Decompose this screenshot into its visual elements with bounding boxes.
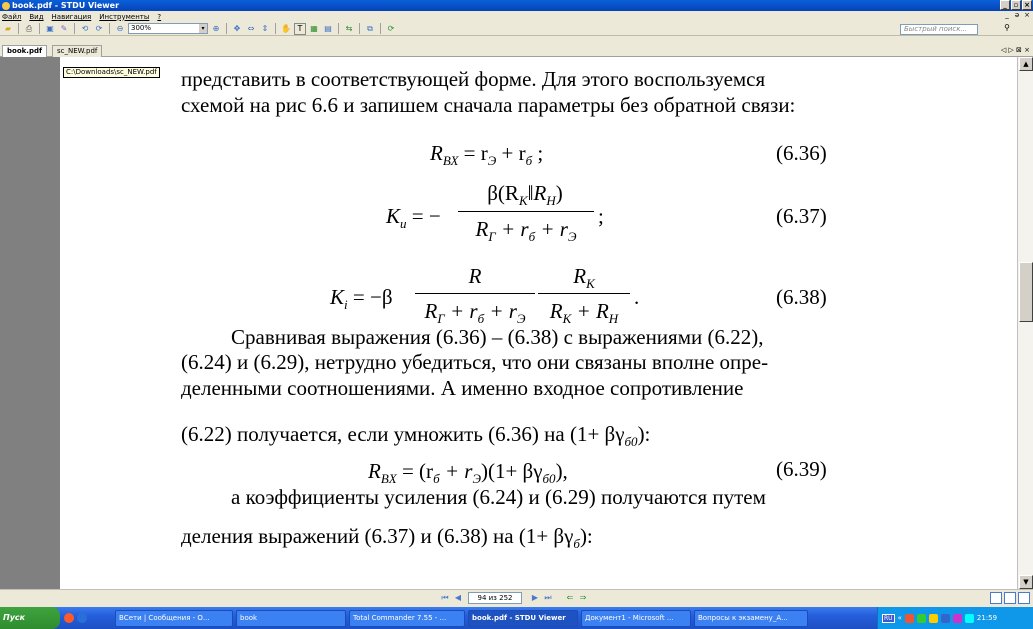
menu-help[interactable]: ? — [157, 12, 162, 21]
tab-bar — [0, 37, 1033, 57]
document-viewport[interactable] — [0, 57, 1017, 589]
toolbar-separator — [109, 23, 110, 34]
equation-6-37-denominator: $R_Г + r_б + r_Э$ — [475, 217, 577, 245]
fraction-numerator: R — [468, 264, 482, 288]
fit-height-icon[interactable]: ⇕ — [261, 23, 269, 33]
hand-tool-icon[interactable]: ✋ — [281, 23, 291, 33]
scroll-thumb[interactable] — [1019, 262, 1033, 322]
toolbar-separator — [18, 23, 19, 34]
taskbar-item-active[interactable]: book.pdf - STDU Viewer — [468, 610, 578, 627]
zoom-in-icon[interactable]: ⊕ — [212, 23, 220, 33]
snapshot-icon[interactable]: ▦ — [310, 23, 318, 33]
period: . — [634, 285, 640, 309]
fraction-line — [538, 293, 630, 294]
equation-6-39: $R_{BX} = (r_б + r_Э)(1+ \beta\gamma_{б0})$, — [368, 459, 568, 487]
toolbar-separator — [338, 23, 339, 34]
zoom-select[interactable] — [128, 23, 208, 34]
rotate-right-icon[interactable]: ⟳ — [95, 23, 103, 33]
text-line: схемой на рис 6.6 и запишем сначала параметры без обратной связи: — [181, 93, 796, 117]
tray-icon[interactable] — [929, 614, 938, 623]
menu-bar — [0, 11, 1033, 22]
export-icon[interactable]: ▣ — [46, 23, 54, 33]
print-icon[interactable]: ⎙ — [25, 23, 33, 33]
two-pages-icon[interactable] — [1004, 592, 1016, 604]
tray-icon[interactable] — [905, 614, 914, 623]
taskbar-item[interactable]: book — [236, 610, 346, 627]
taskbar-item[interactable]: Документ1 - Microsoft ... — [581, 610, 691, 627]
tray-icon[interactable] — [965, 614, 974, 623]
select-text-icon[interactable]: T — [294, 23, 306, 35]
fraction-line — [415, 293, 535, 294]
prev-page-icon[interactable]: ◀ — [454, 593, 462, 602]
equation-number: (6.36) — [776, 141, 827, 165]
tray-icon[interactable] — [917, 614, 926, 623]
semicolon: ; — [598, 204, 604, 228]
page-number-input[interactable]: 94 из 252 — [468, 592, 522, 604]
history-forward-icon[interactable]: ⇒ — [579, 593, 587, 602]
first-page-icon[interactable]: ⏮ — [441, 593, 449, 602]
opera-icon[interactable] — [64, 613, 74, 623]
maximize-button[interactable]: ▫ — [1011, 0, 1021, 10]
minimize-button[interactable]: _ — [1000, 0, 1010, 10]
rotate-left-icon[interactable]: ⟲ — [81, 23, 89, 33]
text-line: (6.24) и (6.29), нетрудно убедиться, что они связаны вполне опре- — [181, 350, 769, 374]
menu-view[interactable]: Вид — [29, 12, 44, 21]
equation-6-37-lhs: $K_u$ = − — [386, 204, 441, 232]
copy-icon[interactable]: ⧉ — [367, 23, 373, 33]
single-page-icon[interactable] — [990, 592, 1002, 604]
text-line: представить в соответствующей форме. Для этого воспользуемся — [181, 67, 766, 91]
toolbar-separator — [359, 23, 360, 34]
zoom-value: 300% — [131, 24, 152, 32]
last-page-icon[interactable]: ⏭ — [544, 593, 552, 602]
equation-6-36: $R_{ВХ} = r_Э + r_б$ ; — [430, 141, 544, 169]
text-line: деления выражений (6.37) и (6.38) на $(1+ \beta\gamma_б)$: — [181, 524, 593, 552]
tab-tooltip: C:\Downloads\sc_NEW.pdf — [63, 67, 160, 78]
fraction-numerator: $R_K$ — [573, 264, 595, 292]
open-folder-icon[interactable]: ▰ — [4, 23, 12, 33]
menu-file[interactable]: Файл — [2, 12, 22, 21]
taskbar — [0, 607, 1033, 629]
text-line: (6.22) получается, если умножить (6.36) на $(1+ \beta\gamma_{б0})$: — [181, 422, 651, 450]
taskbar-item[interactable]: ВСети | Сообщения - О... — [115, 610, 233, 627]
pdf-page — [60, 57, 1017, 589]
window-title: book.pdf - STDU Viewer — [12, 1, 120, 10]
toolbar — [0, 22, 1033, 36]
chevron-down-icon: ▾ — [199, 24, 207, 33]
clock: 21:59 — [976, 614, 998, 622]
equation-number: (6.37) — [776, 204, 827, 228]
equation-number: (6.38) — [776, 285, 827, 309]
equation-number: (6.39) — [776, 457, 827, 481]
back-icon[interactable]: ⇆ — [345, 23, 353, 33]
tray-expand-icon[interactable]: « — [897, 614, 902, 622]
tab-book-pdf[interactable]: book.pdf — [2, 45, 47, 57]
fraction-denominator: $R_K + R_Н$ — [549, 299, 619, 327]
mdi-minimize-button[interactable]: _ — [1005, 11, 1009, 19]
equation-6-37-numerator: $\beta(R_K‖R_Н)$ — [487, 181, 563, 209]
toolbar-separator — [275, 23, 276, 34]
page-navigation-bar — [0, 589, 1033, 607]
edit-icon[interactable]: ✎ — [60, 23, 68, 33]
close-button[interactable]: × — [1022, 0, 1032, 10]
toolbar-separator — [39, 23, 40, 34]
app-icon — [2, 2, 10, 10]
view-mode-buttons — [990, 592, 1030, 604]
continuous-icon[interactable] — [1018, 592, 1030, 604]
mdi-close-button[interactable]: × — [1024, 11, 1030, 19]
toolbar-separator — [380, 23, 381, 34]
tab-controls[interactable]: ◁ ▷ ⊠ × — [1000, 46, 1030, 54]
toolbar-separator — [226, 23, 227, 34]
binoculars-icon[interactable]: ⚲ — [1004, 23, 1010, 32]
text-line: деленными соотношениями. А именно входное сопротивление — [181, 376, 744, 400]
fraction-denominator: $R_Г + r_б + r_Э$ — [424, 299, 526, 327]
system-tray — [877, 607, 1033, 629]
text-line: Сравнивая выражения (6.36) – (6.38) с выражениями (6.22), — [231, 325, 764, 349]
fit-width-icon[interactable]: ⇔ — [247, 23, 255, 33]
equation-6-38-lhs: $K_i = -\beta$ — [330, 285, 393, 313]
tab-sc-new-pdf[interactable]: sc_NEW.pdf — [52, 45, 102, 57]
vertical-scrollbar[interactable] — [1017, 57, 1033, 589]
scroll-up-icon[interactable]: ▲ — [1019, 57, 1033, 71]
quick-launch — [64, 613, 112, 623]
thumbnails-icon[interactable]: ▤ — [324, 23, 332, 33]
next-page-icon[interactable]: ▶ — [531, 593, 539, 602]
text-line: а коэффициенты усиления (6.24) и (6.29) получаются путем — [231, 485, 766, 509]
taskbar-item[interactable]: Total Commander 7.55 - ... — [349, 610, 465, 627]
history-back-icon[interactable]: ⇐ — [566, 593, 574, 602]
title-bar — [0, 0, 1033, 11]
fit-page-icon[interactable]: ✥ — [233, 23, 241, 33]
mdi-restore-button[interactable]: ǝ — [1014, 11, 1020, 19]
language-indicator[interactable]: RU — [884, 614, 893, 622]
refresh-icon[interactable]: ⟳ — [387, 23, 395, 33]
toolbar-separator — [74, 23, 75, 34]
zoom-out-icon[interactable]: ⊖ — [116, 23, 124, 33]
scroll-down-icon[interactable]: ▼ — [1019, 575, 1033, 589]
taskbar-item[interactable]: Вопросы к экзамену_А... — [694, 610, 808, 627]
tray-icon[interactable] — [941, 614, 950, 623]
app-icon[interactable] — [77, 613, 87, 623]
tray-icon[interactable] — [953, 614, 962, 623]
menu-navigation[interactable]: Навигация — [51, 12, 92, 21]
quick-search-input[interactable]: Быстрый поиск... — [900, 24, 978, 35]
menu-tools[interactable]: Инструменты — [99, 12, 150, 21]
start-button[interactable]: Пуск — [0, 607, 60, 629]
fraction-line — [458, 211, 594, 212]
